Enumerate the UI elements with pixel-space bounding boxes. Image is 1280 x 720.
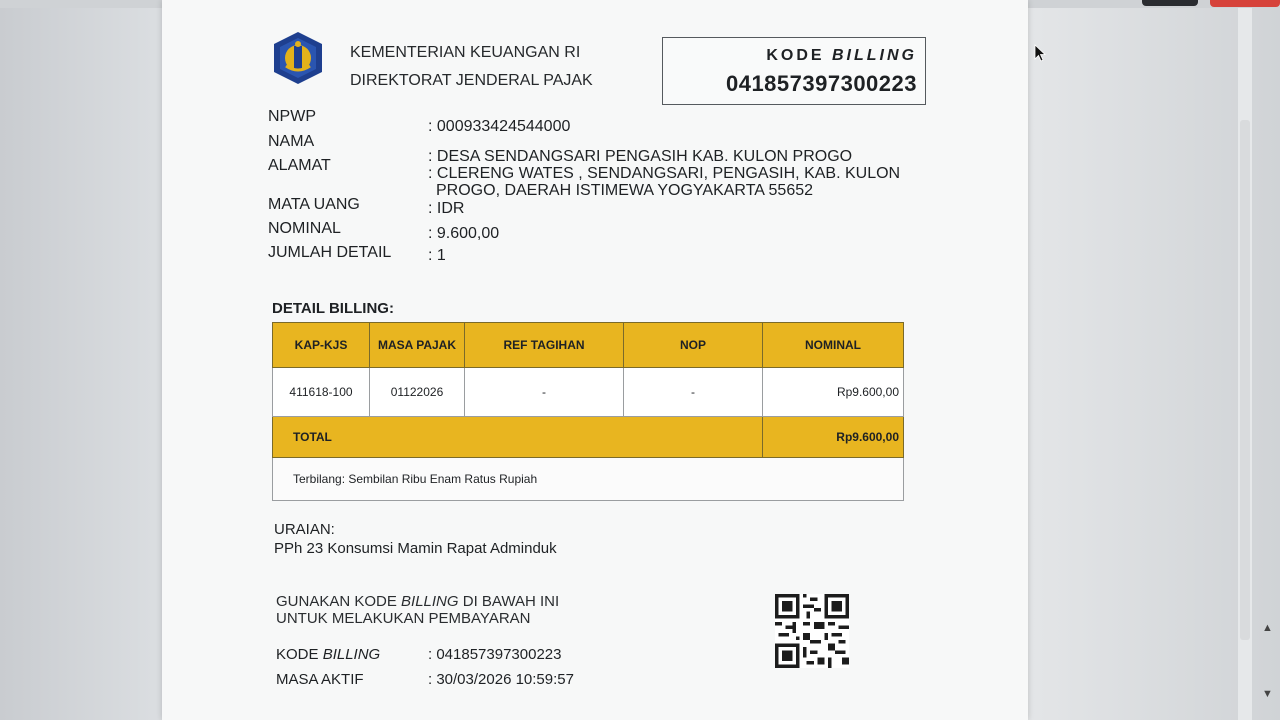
uraian-label: URAIAN:: [274, 521, 335, 538]
total-value: Rp9.600,00: [763, 417, 904, 458]
terbilang-row: [273, 458, 904, 501]
npwp-value: : 000933424544000: [428, 118, 571, 135]
nama-value: : DESA SENDANGSARI PENGASIH KAB. KULON PROGO: [428, 148, 853, 165]
uraian-text: PPh 23 Konsumsi Mamin Rapat Adminduk: [274, 540, 557, 557]
mata-uang-label: MATA UANG: [268, 196, 360, 213]
alamat-value-line2: PROGO, DAERAH ISTIMEWA YOGYAKARTA 55652: [436, 182, 814, 199]
detail-billing-title: DETAIL BILLING:: [272, 300, 394, 317]
scrollbar-thumb[interactable]: [1240, 120, 1250, 640]
agency-name: KEMENTERIAN KEUANGAN RI: [350, 44, 581, 61]
billing-code-value: 041857397300223: [725, 71, 917, 96]
payment-instruction-line1: GUNAKAN KODE BILLING DI BAWAH INI: [276, 593, 560, 610]
mata-uang-value: : IDR: [428, 200, 465, 217]
total-row: [273, 417, 904, 458]
jumlah-detail-label: JUMLAH DETAIL: [268, 244, 392, 261]
nama-label: NAMA: [268, 133, 315, 150]
scroll-up-icon[interactable]: ▲: [1262, 622, 1273, 634]
billing-page: [162, 0, 1028, 720]
detail-billing-table: [272, 322, 904, 501]
masa-pajak-cell: 01122026: [370, 368, 465, 417]
footer-kode-billing-value: : 041857397300223: [428, 646, 562, 663]
column-header: NOMINAL: [763, 323, 904, 368]
jumlah-detail-value: : 1: [428, 247, 446, 264]
kemenkeu-logo-icon: [270, 30, 326, 86]
alamat-label: ALAMAT: [268, 157, 331, 174]
ref-tagihan-cell: -: [465, 368, 624, 417]
npwp-label: NPWP: [268, 108, 316, 125]
terbilang-text: Terbilang: Sembilan Ribu Enam Ratus Rupiah: [273, 458, 904, 501]
toolbar-button[interactable]: [1142, 0, 1198, 6]
footer-kode-billing-label: KODE BILLING: [276, 646, 381, 663]
scroll-down-icon[interactable]: ▼: [1262, 688, 1273, 700]
nominal-label: NOMINAL: [268, 220, 341, 237]
table-header-row: [273, 323, 904, 368]
nominal-value: : 9.600,00: [428, 225, 500, 242]
total-label: TOTAL: [273, 417, 763, 458]
column-header: KAP-KJS: [273, 323, 370, 368]
column-header: REF TAGIHAN: [465, 323, 624, 368]
column-header: NOP: [624, 323, 763, 368]
directorate-name: DIREKTORAT JENDERAL PAJAK: [350, 72, 593, 89]
mouse-cursor-icon: [1034, 44, 1048, 62]
masa-aktif-value: : 30/03/2026 10:59:57: [428, 671, 574, 688]
payment-instruction-line2: UNTUK MELAKUKAN PEMBAYARAN: [276, 610, 531, 627]
table-row: [273, 368, 904, 417]
billing-code-box: [662, 37, 926, 105]
toolbar-action-button[interactable]: [1210, 0, 1280, 7]
masa-aktif-label: MASA AKTIF: [276, 671, 364, 688]
kap-kjs-cell: 411618-100: [273, 368, 370, 417]
alamat-value-line1: : CLERENG WATES , SENDANGSARI, PENGASIH, KAB. KULON: [428, 165, 901, 182]
qr-code-icon: [774, 594, 850, 668]
column-header: MASA PAJAK: [370, 323, 465, 368]
nop-cell: -: [624, 368, 763, 417]
billing-code-title: KODE BILLING: [766, 47, 917, 64]
nominal-cell: Rp9.600,00: [763, 368, 904, 417]
